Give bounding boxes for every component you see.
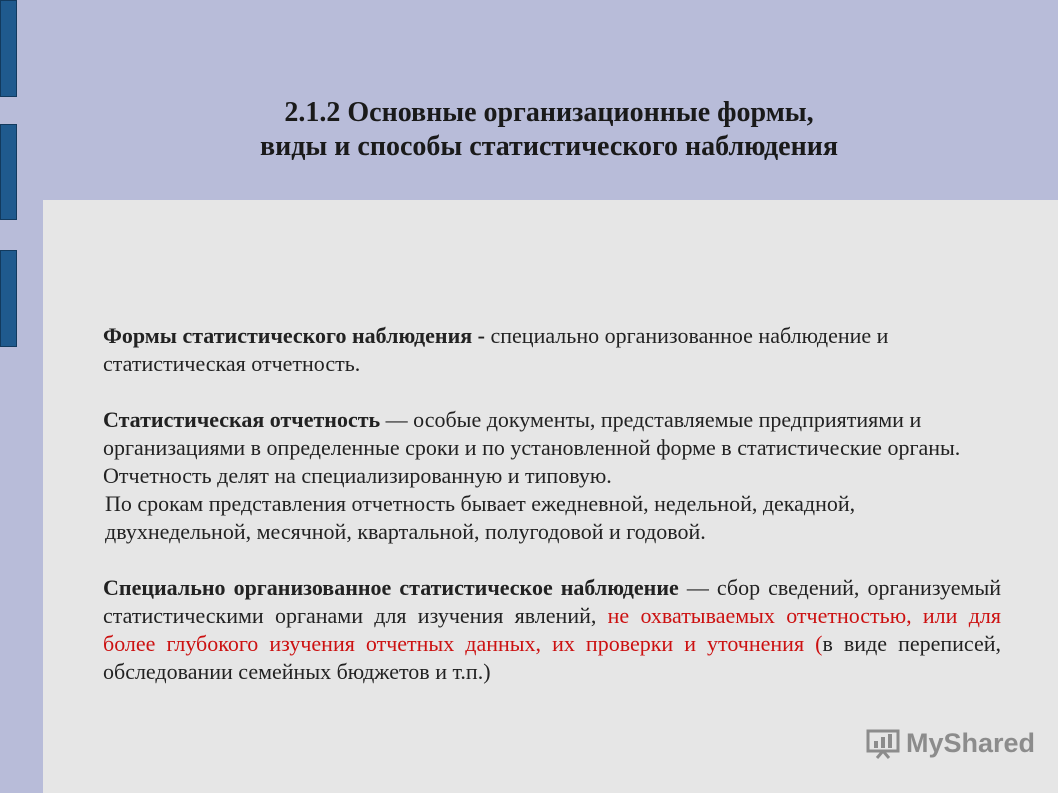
- term-special-observation: Специально организованное статистическое наблюдение: [103, 575, 679, 600]
- slide-title-line-1: 2.1.2 Основные организационные формы,: [284, 97, 814, 128]
- term-reporting: Статистическая отчетность: [103, 407, 381, 432]
- side-bar-middle: [0, 124, 17, 220]
- slide-title: [40, 96, 1058, 164]
- reporting-types: Отчетность делят на специализированную и типовую.: [103, 463, 612, 488]
- paragraph-reporting: [103, 406, 1001, 462]
- side-bar-bottom: [0, 250, 17, 347]
- paragraph-special-observation: [103, 574, 1001, 686]
- watermark: [866, 728, 1035, 759]
- paragraph-forms: [103, 322, 1001, 378]
- watermark-brand: MyShared: [906, 728, 1036, 758]
- slide-title-line-2: виды и способы статистического наблюдения: [260, 131, 838, 162]
- side-bar-top: [0, 0, 17, 97]
- presentation-board-icon: [866, 729, 900, 759]
- highlight-special-observation: не охватываемых отчетностью, или для более глубокого изучения отчетных данных, их проверки и уточнения (: [103, 603, 1001, 656]
- definition-forms: специально организованное наблюдение и статистическая отчетность.: [103, 323, 889, 376]
- slide-body: [103, 322, 1001, 686]
- definition-reporting: — особые документы, представляемые предприятиями и организациями в определенные сроки и по установленной форме в статистические органы.: [103, 407, 961, 460]
- term-forms: Формы статистического наблюдения: [103, 323, 473, 348]
- term-dash: -: [472, 323, 491, 348]
- examples-special-observation: в виде переписей, обследовании семейных бюджетов и т.п.): [103, 631, 1001, 684]
- reporting-periods: По срокам представления отчетность бывает ежедневной, недельной, декадной, двухнедельной, месячной, квартальной, полугодовой и годовой.: [105, 491, 856, 544]
- definition-special-observation: — сбор сведений, организуемый статистическими органами для изучения явлений,: [103, 575, 1001, 628]
